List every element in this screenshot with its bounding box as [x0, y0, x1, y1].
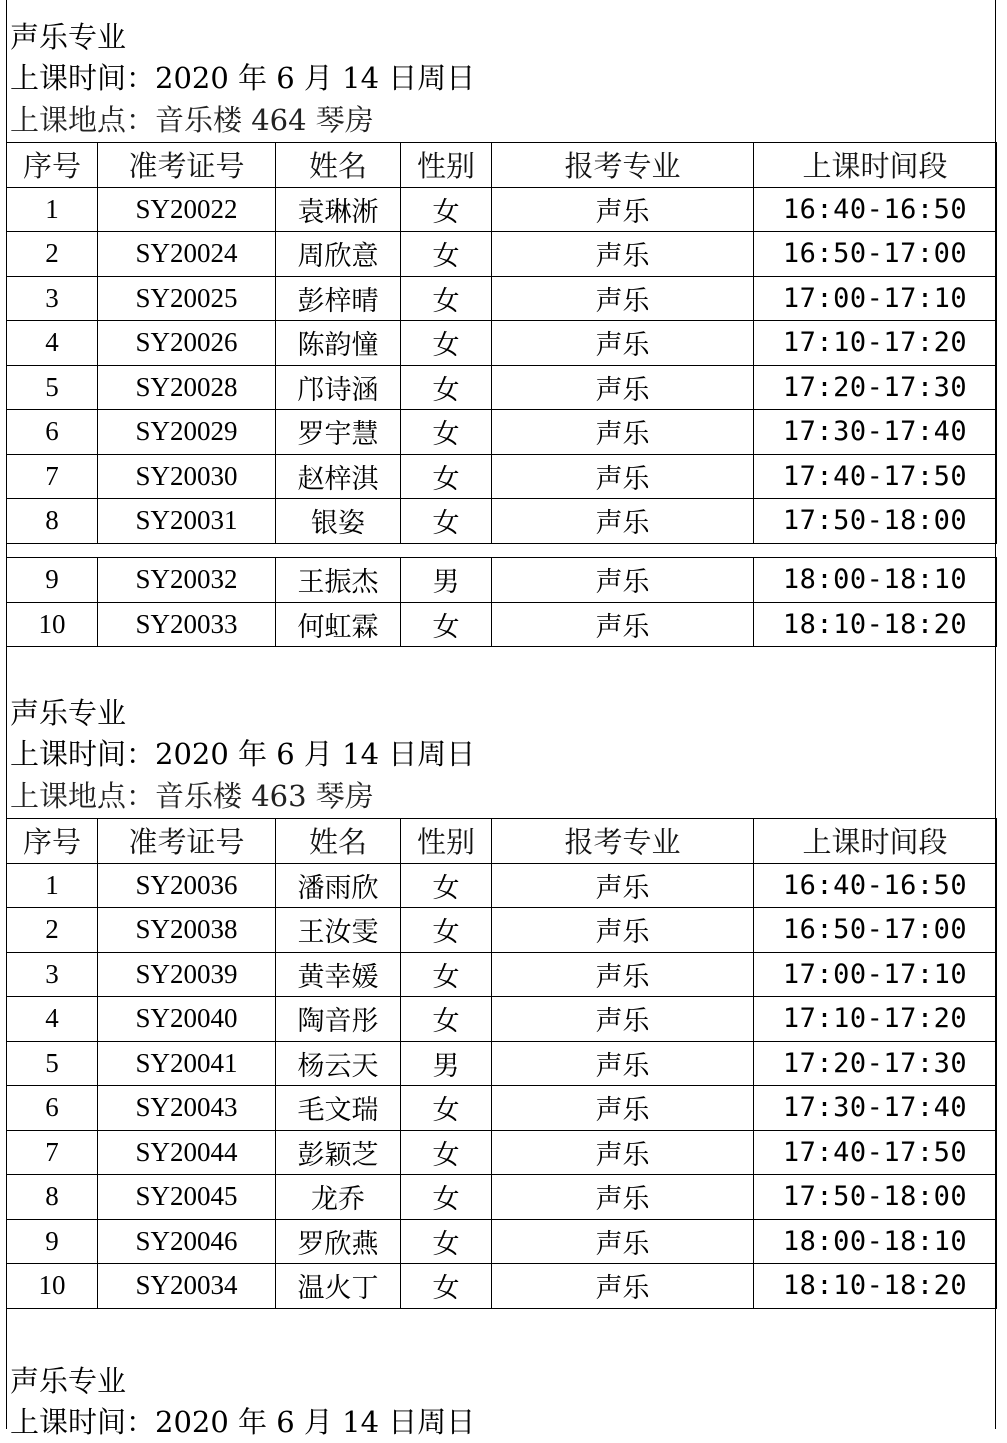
section-2-title: 声乐专业	[10, 696, 127, 730]
name-cell: 陶音彤	[276, 997, 401, 1042]
name-cell: 周欣意	[276, 232, 401, 277]
name-cell: 黄幸媛	[276, 952, 401, 997]
gender-cell: 女	[401, 997, 492, 1042]
exam-id-cell: SY20025	[98, 276, 276, 321]
gender-cell: 女	[401, 499, 492, 544]
exam-id-cell: SY20043	[98, 1086, 276, 1131]
section-1-table-a	[6, 142, 997, 544]
gender-cell: 女	[401, 276, 492, 321]
table-header-row	[7, 819, 997, 864]
name-cell: 王振杰	[276, 558, 401, 603]
name-cell: 罗欣燕	[276, 1219, 401, 1264]
major-cell: 声乐	[492, 1130, 754, 1175]
column-header: 性别	[401, 819, 492, 864]
column-header: 报考专业	[492, 143, 754, 188]
exam-id-cell: SY20024	[98, 232, 276, 277]
section-1-title: 声乐专业	[10, 20, 127, 54]
gender-cell: 女	[401, 232, 492, 277]
seq-cell: 5	[7, 1041, 98, 1086]
section-2-place-line: 上课地点：音乐楼 463 琴房	[10, 779, 374, 813]
major-cell: 声乐	[492, 1175, 754, 1220]
gender-cell: 女	[401, 863, 492, 908]
name-cell: 温火丁	[276, 1264, 401, 1309]
name-cell: 罗宇慧	[276, 410, 401, 455]
exam-id-cell: SY20039	[98, 952, 276, 997]
column-header: 上课时间段	[754, 143, 997, 188]
seq-cell: 4	[7, 997, 98, 1042]
name-cell: 邝诗涵	[276, 365, 401, 410]
gender-cell: 女	[401, 1264, 492, 1309]
exam-id-cell: SY20036	[98, 863, 276, 908]
table-row	[7, 365, 997, 410]
seq-cell: 6	[7, 1086, 98, 1131]
seq-cell: 2	[7, 908, 98, 953]
gender-cell: 女	[401, 1086, 492, 1131]
name-cell: 王汝雯	[276, 908, 401, 953]
table-row	[7, 454, 997, 499]
major-cell: 声乐	[492, 365, 754, 410]
name-cell: 毛文瑞	[276, 1086, 401, 1131]
exam-id-cell: SY20041	[98, 1041, 276, 1086]
column-header: 上课时间段	[754, 819, 997, 864]
seq-cell: 1	[7, 187, 98, 232]
major-cell: 声乐	[492, 1219, 754, 1264]
exam-id-cell: SY20040	[98, 997, 276, 1042]
time-slot-cell: 16:50-17:00	[754, 232, 997, 277]
exam-id-cell: SY20034	[98, 1264, 276, 1309]
major-cell: 声乐	[492, 454, 754, 499]
column-header: 准考证号	[98, 819, 276, 864]
time-slot-cell: 17:30-17:40	[754, 410, 997, 455]
gender-cell: 女	[401, 321, 492, 366]
seq-cell: 6	[7, 410, 98, 455]
time-slot-cell: 18:00-18:10	[754, 558, 997, 603]
major-cell: 声乐	[492, 1264, 754, 1309]
section-2-table	[6, 818, 997, 1309]
table-row	[7, 321, 997, 366]
name-cell: 彭梓晴	[276, 276, 401, 321]
section-1-place-line: 上课地点：音乐楼 464 琴房	[10, 103, 374, 137]
exam-id-cell: SY20028	[98, 365, 276, 410]
major-cell: 声乐	[492, 410, 754, 455]
column-header: 姓名	[276, 143, 401, 188]
table-row	[7, 952, 997, 997]
table-row	[7, 410, 997, 455]
seq-cell: 8	[7, 499, 98, 544]
exam-id-cell: SY20032	[98, 558, 276, 603]
gender-cell: 女	[401, 1175, 492, 1220]
table-row	[7, 863, 997, 908]
seq-cell: 3	[7, 952, 98, 997]
gender-cell: 女	[401, 952, 492, 997]
table-row	[7, 1130, 997, 1175]
major-cell: 声乐	[492, 1041, 754, 1086]
exam-id-cell: SY20046	[98, 1219, 276, 1264]
column-header: 性别	[401, 143, 492, 188]
exam-id-cell: SY20044	[98, 1130, 276, 1175]
time-slot-cell: 17:20-17:30	[754, 1041, 997, 1086]
name-cell: 龙乔	[276, 1175, 401, 1220]
major-cell: 声乐	[492, 558, 754, 603]
table-header-row	[7, 143, 997, 188]
time-slot-cell: 17:20-17:30	[754, 365, 997, 410]
time-slot-cell: 16:40-16:50	[754, 187, 997, 232]
gender-cell: 女	[401, 1130, 492, 1175]
major-cell: 声乐	[492, 232, 754, 277]
gender-cell: 女	[401, 1219, 492, 1264]
seq-cell: 9	[7, 558, 98, 603]
major-cell: 声乐	[492, 997, 754, 1042]
name-cell: 彭颖芝	[276, 1130, 401, 1175]
exam-id-cell: SY20030	[98, 454, 276, 499]
section-3-time-line: 上课时间：2020 年 6 月 14 日周日	[10, 1405, 476, 1439]
table-row	[7, 602, 997, 647]
seq-cell: 10	[7, 1264, 98, 1309]
time-slot-cell: 17:30-17:40	[754, 1086, 997, 1131]
column-header: 序号	[7, 143, 98, 188]
exam-id-cell: SY20026	[98, 321, 276, 366]
table-row	[7, 558, 997, 603]
exam-id-cell: SY20031	[98, 499, 276, 544]
exam-id-cell: SY20033	[98, 602, 276, 647]
time-slot-cell: 18:00-18:10	[754, 1219, 997, 1264]
table-row	[7, 1041, 997, 1086]
seq-cell: 5	[7, 365, 98, 410]
seq-cell: 1	[7, 863, 98, 908]
seq-cell: 2	[7, 232, 98, 277]
section-2-time-line: 上课时间：2020 年 6 月 14 日周日	[10, 737, 476, 771]
gender-cell: 女	[401, 365, 492, 410]
column-header: 姓名	[276, 819, 401, 864]
major-cell: 声乐	[492, 276, 754, 321]
time-slot-cell: 17:10-17:20	[754, 321, 997, 366]
gender-cell: 女	[401, 602, 492, 647]
seq-cell: 8	[7, 1175, 98, 1220]
time-slot-cell: 18:10-18:20	[754, 602, 997, 647]
exam-id-cell: SY20029	[98, 410, 276, 455]
major-cell: 声乐	[492, 602, 754, 647]
table-row	[7, 1219, 997, 1264]
name-cell: 赵梓淇	[276, 454, 401, 499]
seq-cell: 9	[7, 1219, 98, 1264]
section-3-title: 声乐专业	[10, 1364, 127, 1398]
section-1-table-b	[6, 557, 997, 647]
major-cell: 声乐	[492, 863, 754, 908]
name-cell: 陈韵憧	[276, 321, 401, 366]
table-row	[7, 187, 997, 232]
name-cell: 潘雨欣	[276, 863, 401, 908]
time-slot-cell: 17:40-17:50	[754, 454, 997, 499]
time-slot-cell: 16:40-16:50	[754, 863, 997, 908]
column-header: 准考证号	[98, 143, 276, 188]
name-cell: 袁琳淅	[276, 187, 401, 232]
gender-cell: 女	[401, 410, 492, 455]
section-1-time-line: 上课时间：2020 年 6 月 14 日周日	[10, 61, 476, 95]
gender-cell: 女	[401, 908, 492, 953]
time-slot-cell: 17:00-17:10	[754, 952, 997, 997]
exam-id-cell: SY20038	[98, 908, 276, 953]
gender-cell: 女	[401, 454, 492, 499]
name-cell: 何虹霖	[276, 602, 401, 647]
table-row	[7, 276, 997, 321]
gender-cell: 男	[401, 1041, 492, 1086]
gender-cell: 女	[401, 187, 492, 232]
major-cell: 声乐	[492, 908, 754, 953]
time-slot-cell: 17:10-17:20	[754, 997, 997, 1042]
name-cell: 杨云天	[276, 1041, 401, 1086]
major-cell: 声乐	[492, 321, 754, 366]
column-header: 报考专业	[492, 819, 754, 864]
time-slot-cell: 17:50-18:00	[754, 499, 997, 544]
table-row	[7, 232, 997, 277]
seq-cell: 3	[7, 276, 98, 321]
time-slot-cell: 17:00-17:10	[754, 276, 997, 321]
major-cell: 声乐	[492, 952, 754, 997]
seq-cell: 7	[7, 454, 98, 499]
gender-cell: 男	[401, 558, 492, 603]
time-slot-cell: 16:50-17:00	[754, 908, 997, 953]
exam-id-cell: SY20045	[98, 1175, 276, 1220]
table-row	[7, 499, 997, 544]
major-cell: 声乐	[492, 187, 754, 232]
table-row	[7, 997, 997, 1042]
table-row	[7, 1264, 997, 1309]
column-header: 序号	[7, 819, 98, 864]
time-slot-cell: 17:40-17:50	[754, 1130, 997, 1175]
table-row	[7, 1175, 997, 1220]
major-cell: 声乐	[492, 1086, 754, 1131]
major-cell: 声乐	[492, 499, 754, 544]
time-slot-cell: 17:50-18:00	[754, 1175, 997, 1220]
table-row	[7, 908, 997, 953]
seq-cell: 10	[7, 602, 98, 647]
exam-id-cell: SY20022	[98, 187, 276, 232]
name-cell: 银姿	[276, 499, 401, 544]
time-slot-cell: 18:10-18:20	[754, 1264, 997, 1309]
seq-cell: 4	[7, 321, 98, 366]
table-row	[7, 1086, 997, 1131]
seq-cell: 7	[7, 1130, 98, 1175]
